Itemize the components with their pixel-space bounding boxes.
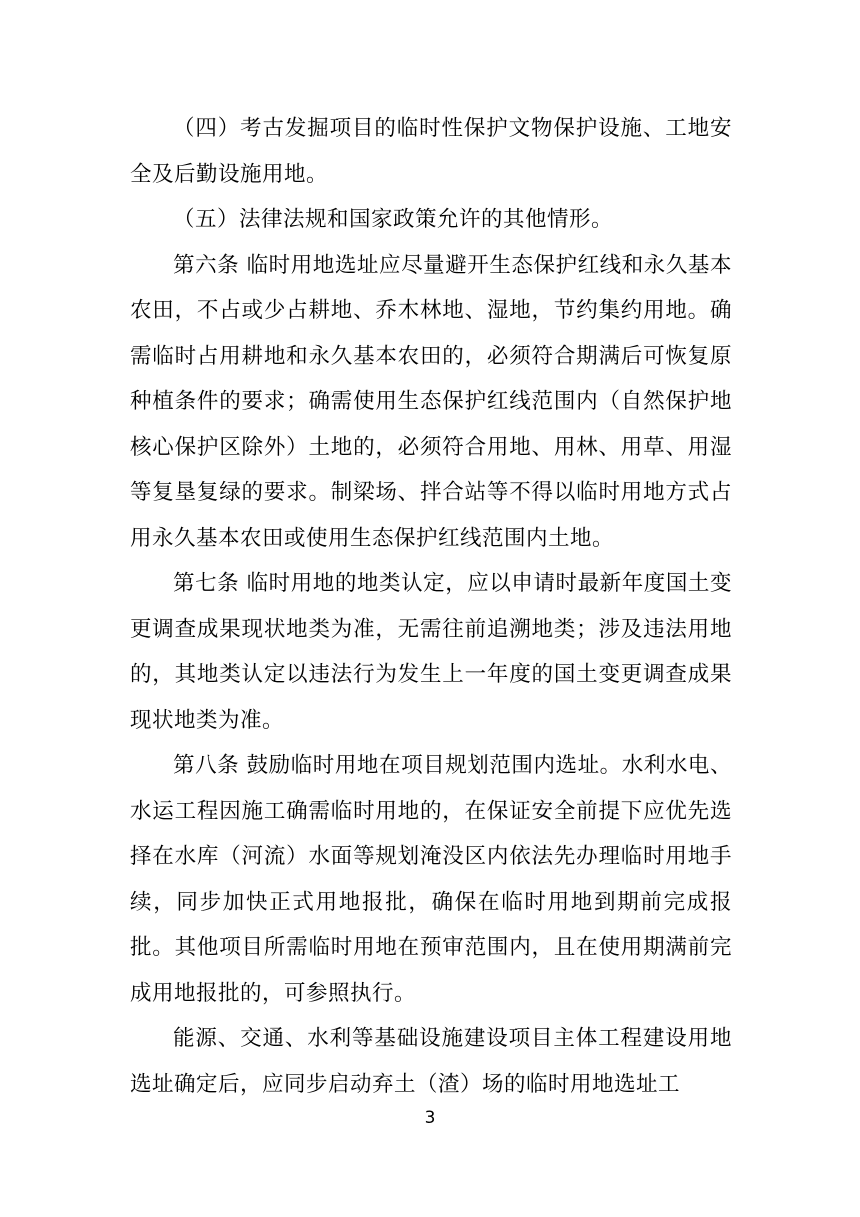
- paragraph-item-4: （四）考古发掘项目的临时性保护文物保护设施、工地安全及后勤设施用地。: [130, 116, 732, 187]
- article-6-paragraph: 第六条 临时用地选址应尽量避开生态保护红线和永久基本农田，不占或少占耕地、乔木林地、湿地，节约集约用地。确需临时占用耕地和永久基本农田的，必须符合期满后可恢复原种植条件的要求；确需使用生态保护红线范围内（自然保护地核心保护区除外）土地的，必须符合用地、用林、用草、用湿等复垦复绿的要求。制梁场、拌合站等不得以临时用地方式占用永久基本农田或使用生态保护红线范围内土地。: [130, 252, 732, 551]
- article-8-paragraph: 第八条 鼓励临时用地在项目规划范围内选址。水利水电、水运工程因施工确需临时用地的，在保证安全前提下应优先选择在水库（河流）水面等规划淹没区内依法先办理临时用地手续，同步加快正式用地报批，确保在临时用地到期前完成报批。其他项目所需临时用地在预审范围内，且在使用期满前完成用地报批的，可参照执行。: [130, 753, 732, 1006]
- document-body: [130, 106, 732, 1107]
- article-8-continuation-paragraph: 能源、交通、水利等基础设施建设项目主体工程建设用地选址确定后，应同步启动弃土（渣）场的临时用地选址工: [130, 1026, 732, 1097]
- article-7-paragraph: 第七条 临时用地的地类认定，应以申请时最新年度国土变更调查成果现状地类为准，无需往前追溯地类；涉及违法用地的，其地类认定以违法行为发生上一年度的国土变更调查成果现状地类为准。: [130, 571, 732, 733]
- page-number: 3: [424, 1108, 436, 1128]
- paragraph-item-5: （五）法律法规和国家政策允许的其他情形。: [173, 207, 614, 232]
